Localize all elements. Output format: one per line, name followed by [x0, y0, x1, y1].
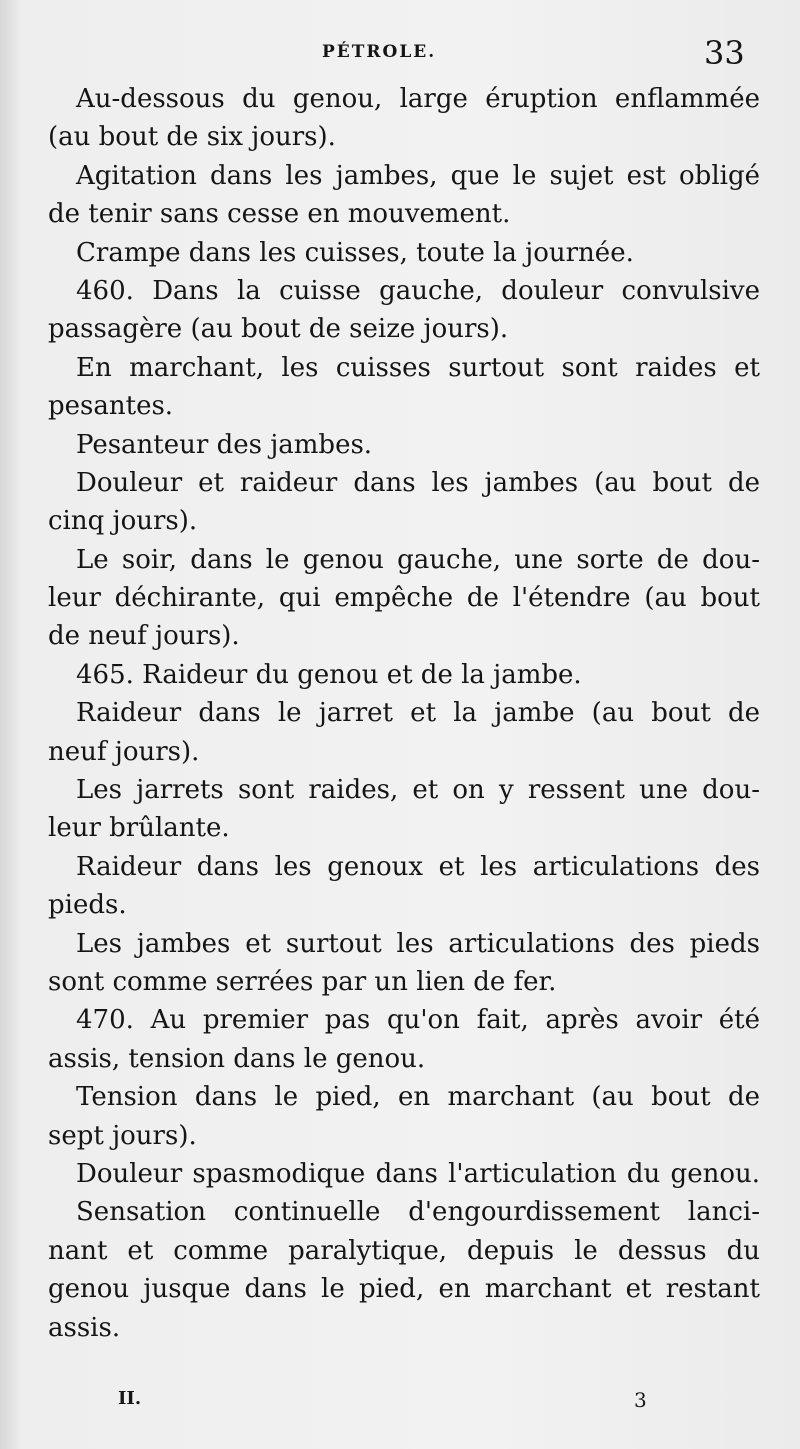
text-line: Raideur dans les genoux et les articulations des	[76, 851, 760, 882]
text-line: cinq jours).	[48, 506, 198, 537]
text-line: Au-dessous du genou, large éruption enflammée	[76, 84, 760, 114]
text-line: passagère (au bout de seize jours).	[48, 314, 509, 345]
text-line: Sensation continuelle d'engourdissement lanci-	[76, 1197, 760, 1228]
text-line: Agitation dans les jambes, que le sujet est obligé	[76, 160, 760, 191]
running-title: PÉTROLE.	[322, 42, 437, 62]
text-line: nant et comme paralytique, depuis le dessus du	[48, 1235, 760, 1266]
text-line: assis.	[48, 1312, 121, 1343]
text-line: Douleur spasmodique dans l'articulation du genou.	[76, 1158, 760, 1189]
text-line: Le soir, dans le genou gauche, une sorte de dou-	[76, 544, 760, 575]
text-line: (au bout de six jours).	[48, 122, 336, 153]
text-line: Douleur et raideur dans les jambes (au bout de	[76, 467, 760, 498]
signature-mark: II.	[118, 1388, 142, 1409]
text-line: sont comme serrées par un lien de fer.	[48, 966, 557, 997]
body-text	[48, 80, 760, 1347]
text-line: En marchant, les cuisses surtout sont raides et	[76, 352, 760, 383]
text-line: Crampe dans les cuisses, toute la journée.	[76, 237, 634, 268]
page-number: 33	[704, 34, 745, 72]
text-line: de neuf jours).	[48, 621, 240, 652]
page-footer	[0, 1388, 800, 1418]
text-line: Raideur dans le jarret et la jambe (au bout de	[76, 698, 760, 729]
text-line: 470. Au premier pas qu'on fait, après avoir été	[76, 1005, 760, 1036]
text-line: leur déchirante, qui empêche de l'étendre (au bout	[48, 583, 760, 614]
folio-mark: 3	[634, 1388, 647, 1412]
text-line: 460. Dans la cuisse gauche, douleur convulsive	[76, 275, 760, 306]
text-line: 465. Raideur du genou et de la jambe.	[76, 659, 582, 690]
text-line: Pesanteur des jambes.	[76, 429, 373, 460]
text-line: neuf jours).	[48, 736, 200, 767]
text-line: de tenir sans cesse en mouvement.	[48, 199, 511, 230]
page-header	[0, 36, 800, 76]
text-line: sept jours).	[48, 1120, 197, 1151]
text-line: pieds.	[48, 890, 127, 921]
text-line: assis, tension dans le genou.	[48, 1043, 426, 1074]
text-line: pesantes.	[48, 391, 174, 422]
text-line: leur brûlante.	[48, 813, 230, 844]
text-line: Les jarrets sont raides, et on y ressent une dou-	[76, 775, 760, 806]
text-line: Tension dans le pied, en marchant (au bout de	[76, 1082, 760, 1113]
text-line: genou jusque dans le pied, en marchant et restant	[48, 1274, 760, 1305]
text-line: Les jambes et surtout les articulations des pieds	[76, 928, 760, 959]
